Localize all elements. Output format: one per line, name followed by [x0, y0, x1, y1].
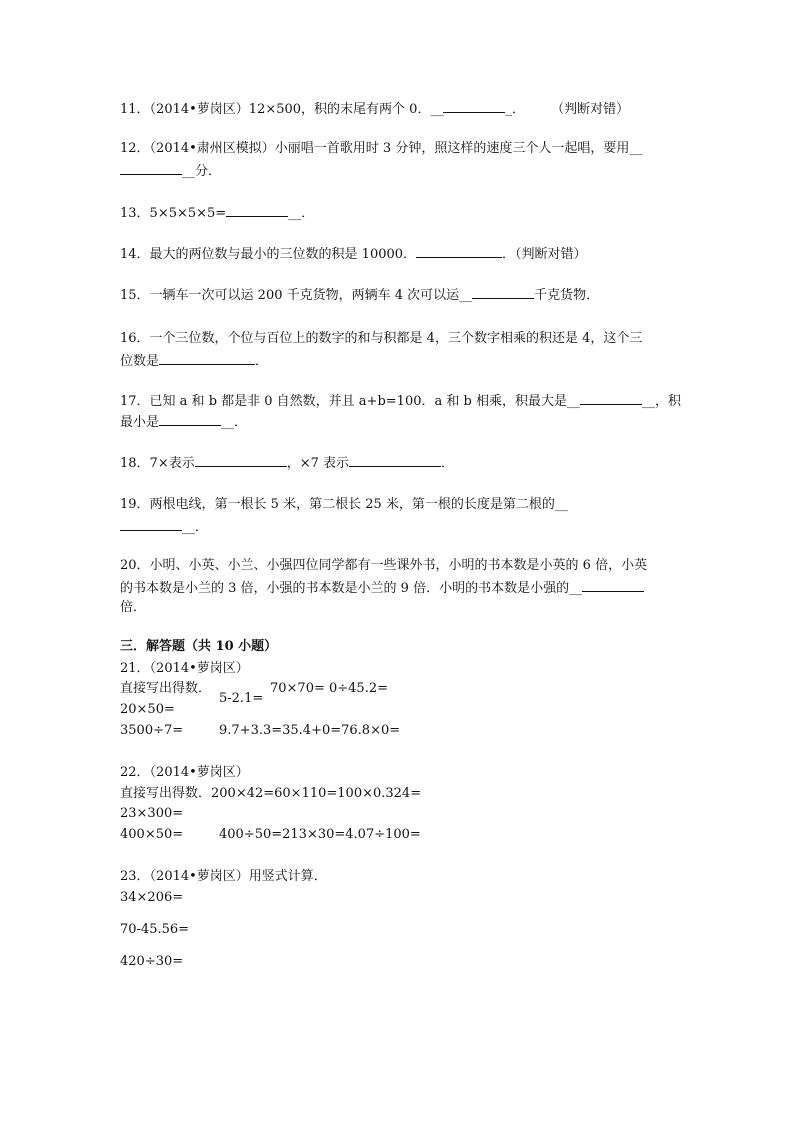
- q21-head: 21．（2014•萝岗区）: [120, 661, 249, 676]
- question-17-line2: [120, 411, 247, 433]
- question-20-line3: 倍．: [120, 600, 147, 615]
- q22-expr-2: 400×50=: [120, 827, 184, 842]
- q23-expr-3: 420÷30=: [120, 954, 184, 969]
- q22-expr-3: 400÷50=213×30=4.07÷100=: [219, 827, 421, 842]
- question-16-line1: 16．一个三位数，个位与百位上的数字的和与积都是 4，三个数字相乘的积还是 4，这个三: [120, 331, 643, 346]
- q16-post: ．: [255, 354, 269, 369]
- q20-answer-blank[interactable]: [582, 577, 644, 592]
- q13-text: 13．5×5×5×5=: [120, 206, 227, 221]
- q16-answer-blank[interactable]: [159, 350, 255, 365]
- question-20-line1: 20．小明、小英、小兰、小强四位同学都有一些课外书，小明的书本数是小英的 6 倍，小英: [120, 558, 648, 573]
- q19-post: __．: [182, 520, 209, 535]
- question-12-line2: [120, 160, 221, 182]
- q18-blank-2[interactable]: [349, 452, 441, 467]
- q17-l2: 最小是: [120, 415, 160, 430]
- q17-max-blank[interactable]: [580, 390, 642, 405]
- q11-pre: __: [430, 102, 444, 117]
- q17-min-blank[interactable]: [159, 411, 221, 426]
- q17-l1: 17．已知 a 和 b 都是非 0 自然数，并且 a+b=100．a 和 b 相乘，积最大是__: [120, 394, 580, 409]
- q22-intro: 直接写出得数．200×42=60×110=100×0.324=: [120, 786, 422, 801]
- q14-post: ．（判断对错）: [502, 247, 587, 262]
- q17-l2post: __．: [221, 415, 248, 430]
- question-19-line2: [120, 516, 208, 538]
- q11-note: （判断对错）: [551, 102, 630, 117]
- q22-expr-1: 23×300=: [120, 806, 184, 821]
- q15-text: 15．一辆车一次可以运 200 千克货物，两辆车 4 次可以运__: [120, 288, 473, 303]
- q12-answer-blank[interactable]: [120, 160, 182, 175]
- q21-expr-4: 3500÷7=: [120, 723, 184, 738]
- question-15: [120, 284, 599, 306]
- q21-expr-3: 20×50=: [120, 702, 175, 717]
- q11-post: _．: [505, 102, 525, 117]
- q11-answer-blank[interactable]: [443, 98, 505, 113]
- q21-expr-5: 9.7+3.3=35.4+0=76.8×0=: [219, 723, 401, 738]
- question-13: [120, 202, 314, 224]
- q13-post: __．: [288, 206, 315, 221]
- q23-expr-1: 34×206=: [120, 890, 184, 905]
- question-12-line1: 12．（2014•肃州区模拟）小丽唱一首歌用时 3 分钟，照这样的速度三个人一起唱，要用__: [120, 141, 643, 156]
- question-17-line1: [120, 390, 681, 412]
- question-16-line2: [120, 350, 268, 372]
- q18-blank-1[interactable]: [195, 452, 287, 467]
- q15-post: 千克货物．: [534, 288, 600, 303]
- q19-answer-blank[interactable]: [120, 516, 182, 531]
- q12-post: __分．: [182, 164, 222, 179]
- q14-text: 14．最大的两位数与最小的三位数的积是 10000．: [120, 247, 417, 262]
- q14-answer-blank[interactable]: [416, 243, 502, 258]
- q18-c: ．: [441, 456, 455, 471]
- q16-l2: 位数是: [120, 354, 160, 369]
- q13-answer-blank[interactable]: [226, 202, 288, 217]
- question-20-line2: [120, 577, 644, 599]
- question-19-line1: 19．两根电线，第一根长 5 米，第二根长 25 米，第一根的长度是第二根的__: [120, 497, 568, 512]
- q15-answer-blank[interactable]: [472, 284, 534, 299]
- q21-expr-1: 5-2.1=: [219, 691, 264, 706]
- q18-a: 18．7×表示: [120, 456, 195, 471]
- q20-l2: 的书本数是小兰的 3 倍，小强的书本数是小兰的 9 倍．小明的书本数是小强的__: [120, 581, 583, 596]
- question-18: [120, 452, 454, 474]
- q21-expr-2: 70×70= 0÷45.2=: [270, 681, 389, 696]
- q22-head: 22．（2014•萝岗区）: [120, 765, 249, 780]
- question-11: [120, 98, 629, 120]
- q18-b: ，×7 表示: [286, 456, 350, 471]
- section-3-heading: 三．解答题（共 10 小题）: [120, 639, 278, 654]
- q21-intro: 直接写出得数．: [120, 681, 212, 696]
- q11-text: 11．（2014•萝岗区）12×500，积的末尾有两个 0．: [120, 102, 431, 117]
- q23-expr-2: 70-45.56=: [120, 922, 190, 937]
- question-14: [120, 243, 587, 265]
- q23-head: 23．（2014•萝岗区）用竖式计算．: [120, 869, 327, 884]
- q17-l1post: __，积: [641, 394, 681, 409]
